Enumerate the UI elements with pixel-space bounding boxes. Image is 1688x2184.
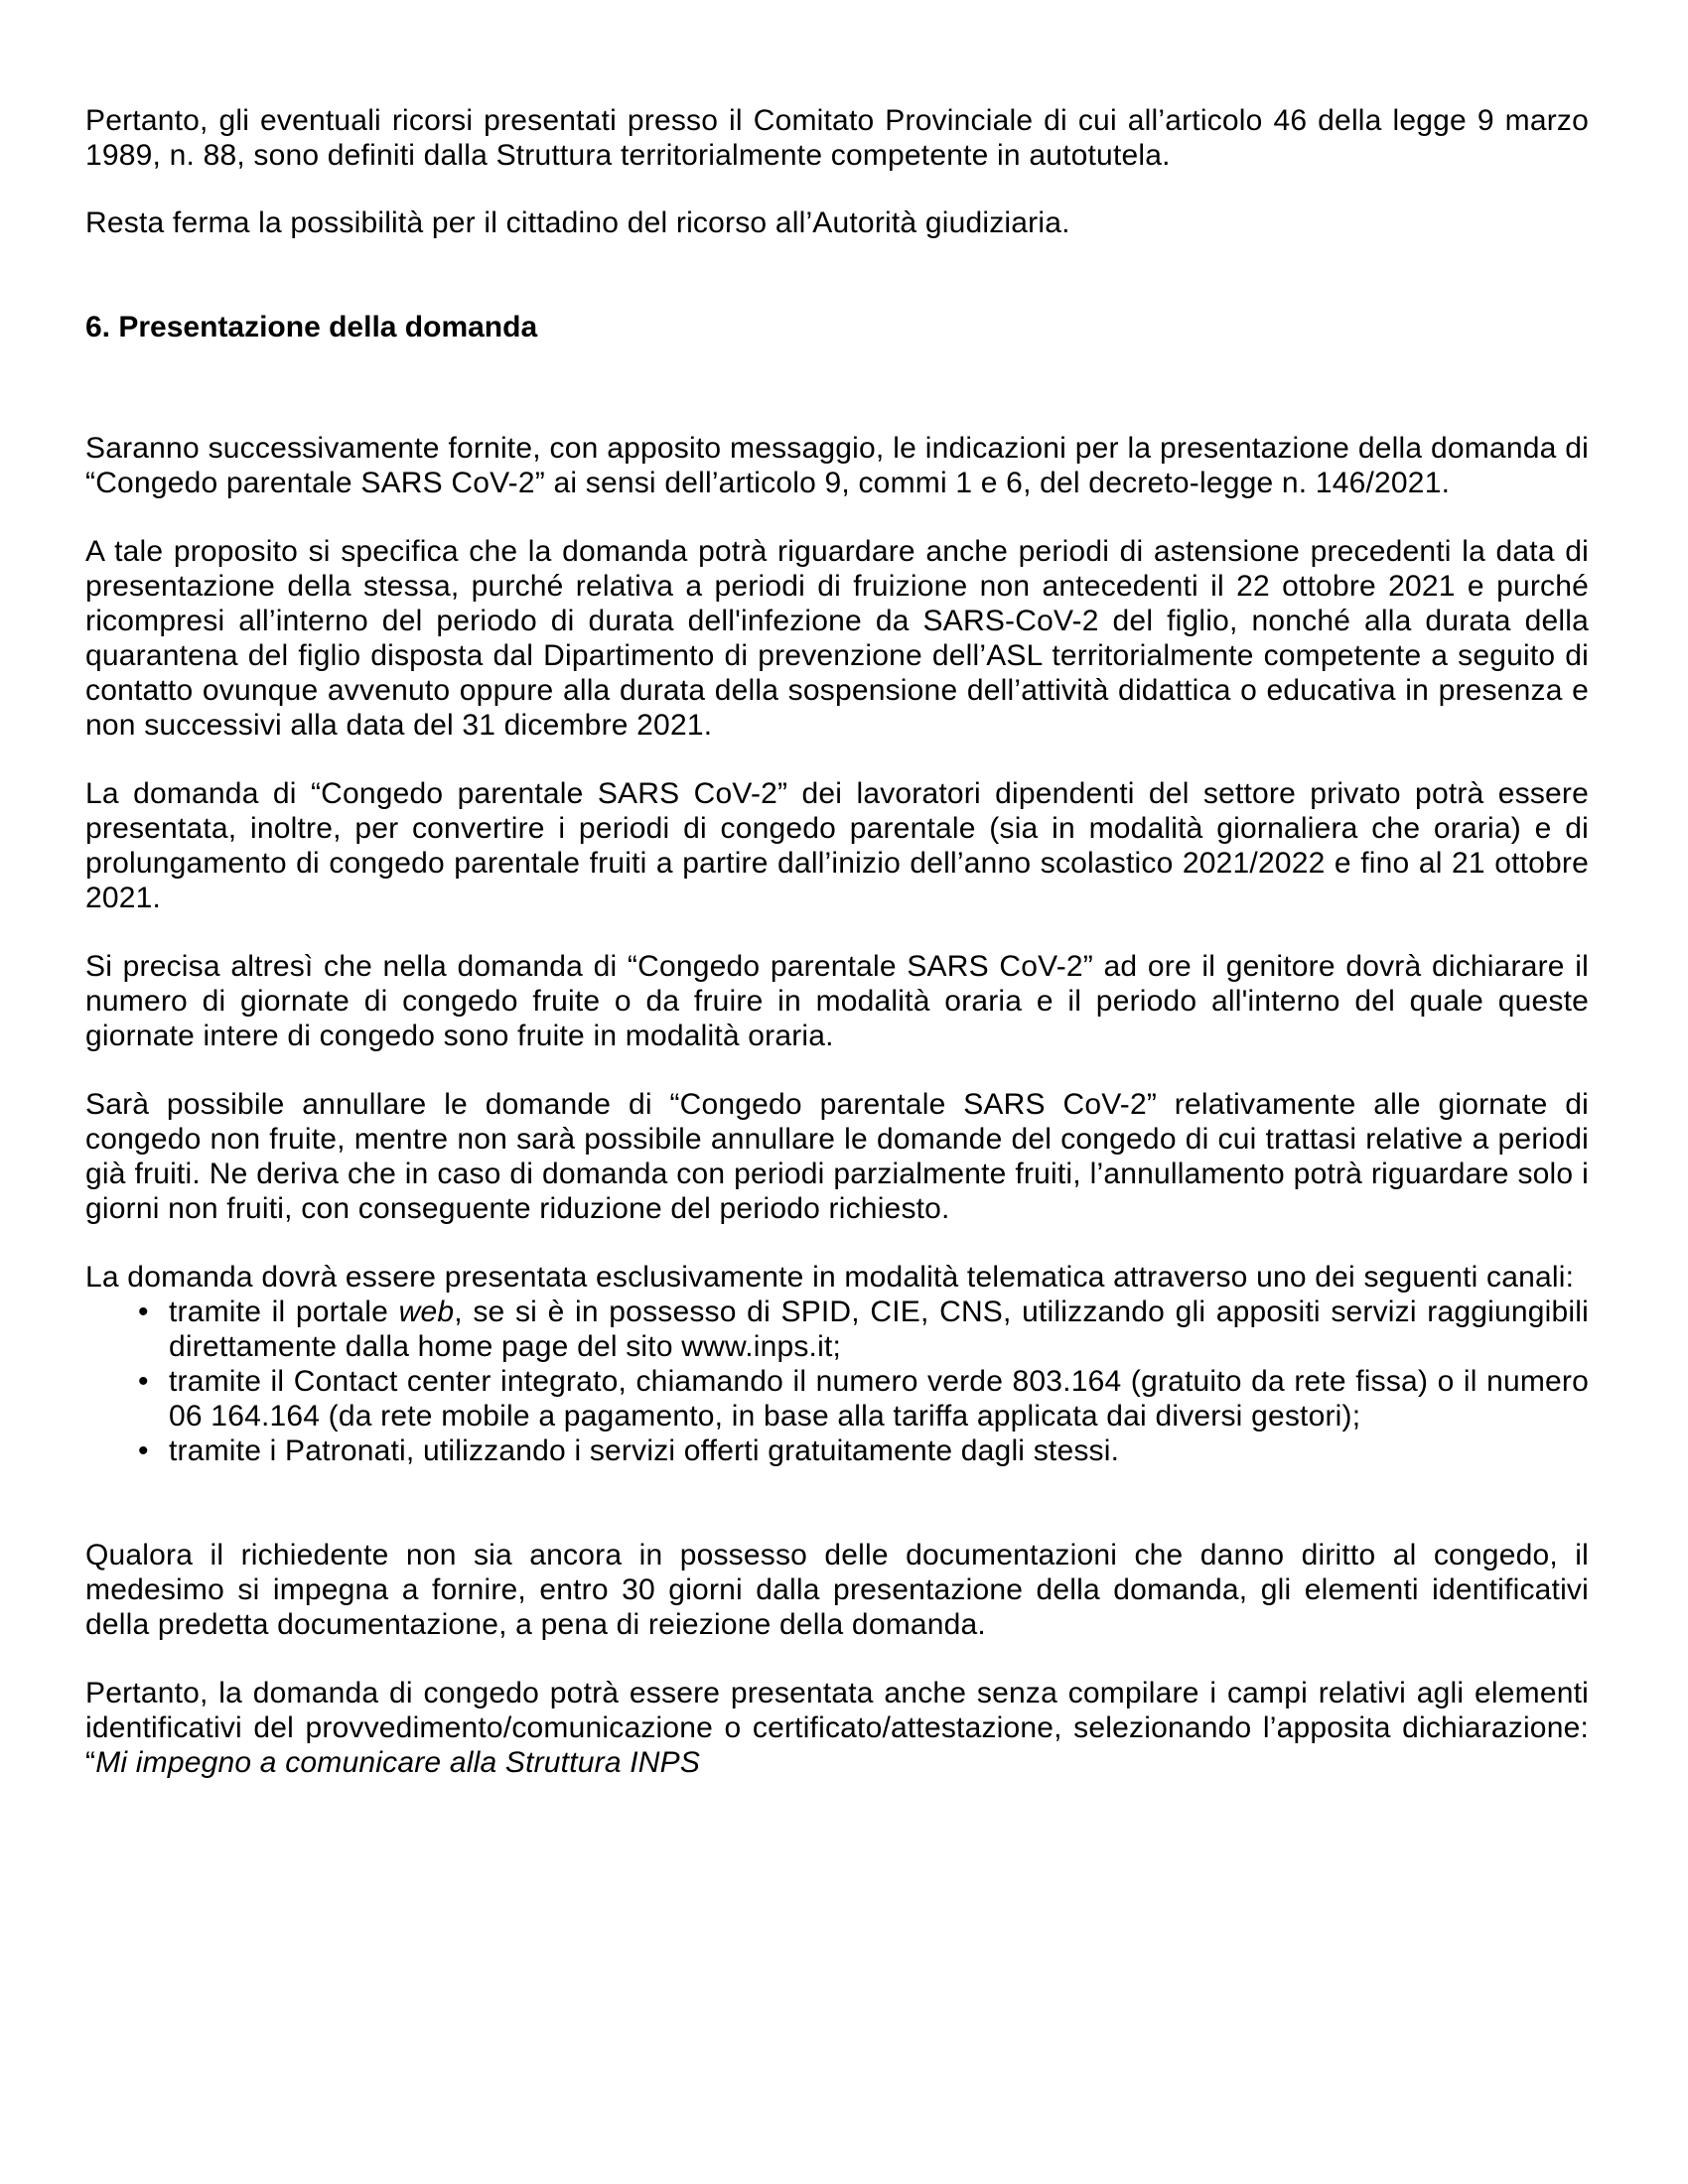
list-item-text: , se si è in possesso di SPID, CIE, CNS, utilizzando gli appositi servizi raggiungibili direttamente dalla home page del sito www.inps.it; [169, 1296, 1589, 1363]
channels-list [85, 1295, 1589, 1468]
paragraph-annullamento: Sarà possibile annullare le domande di “Congedo parentale SARS CoV-2” relativamente alle giornate di congedo non fruite, mentre non sarà possibile annullare le domande del congedo di cui trattasi relative a periodi già fruiti. Ne deriva che in caso di domanda con periodi parzialmente fruiti, l’annullamento potrà riguardare solo i giorni non fruiti, con conseguente riduzione del periodo richiesto. [85, 1088, 1589, 1225]
bullet-icon: • [138, 1434, 149, 1467]
bullet-icon: • [138, 1365, 149, 1398]
paragraph-text: Pertanto, la domanda di congedo potrà essere presentata anche senza compilare i campi relativi agli elementi identificativi del provvedimento/comunicazione o certificato/attestazione, selezionando l’apposita dichiarazione: “ [85, 1677, 1589, 1779]
bullet-icon: • [138, 1296, 149, 1328]
paragraph-modalita-oraria: Si precisa altresì che nella domanda di “Congedo parentale SARS CoV-2” ad ore il genitore dovrà dichiarare il numero di giornate di congedo fruite o da fruire in modalità oraria e il periodo all'interno del quale queste giornate intere di congedo sono fruite in modalità oraria. [85, 950, 1589, 1052]
list-item-contact-center [85, 1364, 1589, 1433]
paragraph-ricorsi: Pertanto, gli eventuali ricorsi presentati presso il Comitato Provinciale di cui all’articolo 46 della legge 9 marzo 1989, n. 88, sono definiti dalla Struttura territorialmente competente in autotutela. [85, 104, 1589, 172]
list-item-patronati [85, 1433, 1589, 1468]
paragraph-indicazioni: Saranno successivamente fornite, con apposito messaggio, le indicazioni per la presentazione della domanda di “Congedo parentale SARS CoV-2” ai sensi dell’articolo 9, commi 1 e 6, del decreto-legge n. 146/2021. [85, 432, 1589, 499]
paragraph-documentazione: Qualora il richiedente non sia ancora in possesso delle documentazioni che danno diritto al congedo, il medesimo si impegna a fornire, entro 30 giorni dalla presentazione della domanda, gli elementi identificativi della predetta documentazione, a pena di reiezione della domanda. [85, 1539, 1589, 1641]
document-page [85, 103, 1589, 1780]
list-item-text: tramite i Patronati, utilizzando i servizi offerti gratuitamente dagli stessi. [169, 1434, 1120, 1467]
list-item-text: tramite il Contact center integrato, chiamando il numero verde 803.164 (gratuito da rete fissa) o il numero 06 164.164 (da rete mobile a pagamento, in base alla tariffa applicata dai diversi gestori); [169, 1365, 1589, 1433]
section-heading: 6. Presentazione della domanda [85, 311, 538, 343]
list-item-emphasis: web [398, 1296, 455, 1328]
paragraph-quote-italic: Mi impegno a comunicare alla Struttura INPS [95, 1746, 701, 1779]
paragraph-canali: La domanda dovrà essere presentata esclusivamente in modalità telematica attraverso uno dei seguenti canali: [85, 1261, 1575, 1294]
paragraph-dichiarazione [85, 1676, 1589, 1780]
list-item-text: tramite il portale [169, 1296, 399, 1328]
list-item-portale-web [85, 1295, 1589, 1364]
paragraph-periodi-astensione: A tale proposito si specifica che la domanda potrà riguardare anche periodi di astensione precedenti la data di presentazione della stessa, purché relativa a periodi di fruizione non antecedenti il 22 ottobre 2021 e purché ricompresi all’interno del periodo di durata dell'infezione da SARS-CoV-2 del figlio, nonché alla durata della quarantena del figlio disposta dal Dipartimento di prevenzione dell’ASL territorialmente competente a seguito di contatto ovunque avvenuto oppure alla durata della sospensione dell’attività didattica o educativa in presenza e non successivi alla data del 31 dicembre 2021. [85, 535, 1589, 742]
paragraph-settore-privato: La domanda di “Congedo parentale SARS CoV-2” dei lavoratori dipendenti del settore privato potrà essere presentata, inoltre, per convertire i periodi di congedo parentale (sia in modalità giornaliera che oraria) e di prolungamento di congedo parentale fruiti a partire dall’inizio dell’anno scolastico 2021/2022 e fino al 21 ottobre 2021. [85, 777, 1589, 914]
paragraph-autorita-giudiziaria: Resta ferma la possibilità per il cittadino del ricorso all’Autorità giudiziaria. [85, 206, 1070, 239]
